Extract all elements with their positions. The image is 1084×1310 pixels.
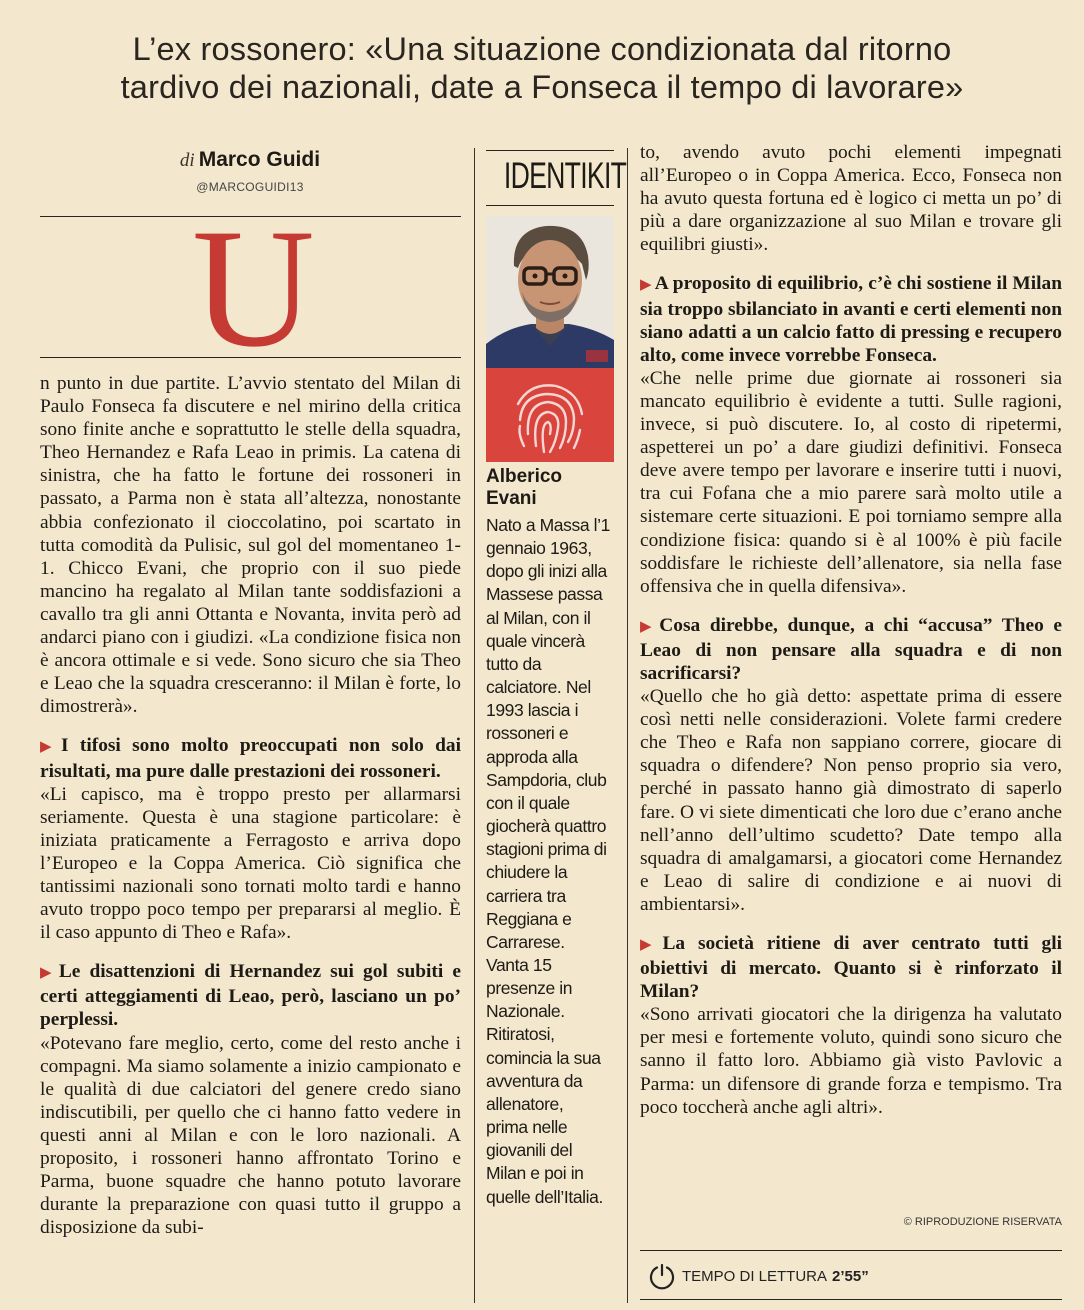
column-rule-right [627,148,628,1303]
bio-line: prima nelle [486,1117,568,1138]
bio-line: carriera tra [486,885,566,906]
drop-cap: U [192,194,315,382]
bio-line: dopo gli inizi alla [486,561,607,582]
triangle-icon: ▶ [40,965,56,982]
triangle-icon: ▶ [640,277,652,294]
bio-line: presenze in [486,978,573,999]
bio-line: avventura da [486,1070,583,1091]
copyright-notice: © RIPRODUZIONE RISERVATA [903,1216,1062,1228]
bio-line: Reggiana e [486,908,572,929]
bio-line: con il quale [486,792,570,813]
bio-line: gennaio 1963, [486,538,592,559]
reading-time-value: 2’55” [832,1267,869,1285]
bio-line: al Milan, con il [486,607,591,628]
question-1: ▶ I tifosi sono molto preoccupati non solo dai risultati, ma pure dalle prestazioni dei rossoneri. [40,735,461,782]
bio-line: Carrarese. [486,931,565,952]
continuation-paragraph: to, avendo avuto pochi elementi impegnati all’Europeo o in Coppa America. Ecco, Fonseca non ha avuto questa fortuna ed è logico ci metta un po’ di più a dare organizzazione al suo Milan e trovare gli equilibri giusti». [640,142,1062,256]
bio-line: quale vincerà [486,630,585,651]
question-5: ▶ La società ritiene di aver centrato tutti gli obiettivi di mercato. Quanto si è rinforzato il Milan? [640,933,1062,1003]
question-2: ▶ Le disattenzioni di Hernandez sui gol subiti e certi atteggiamenti di Leao, però, lasciano un po’ perplessi. [40,961,461,1031]
reading-time [648,1262,869,1290]
headline-line-2: tardivo dei nazionali, date a Fonseca il tempo di lavorare» [120,69,964,105]
fingerprint-icon [486,368,614,462]
headline-line-1: L’ex rossonero: «Una situazione condizionata dal ritorno [132,31,952,67]
clock-icon [648,1262,676,1290]
bio-line: tutto da [486,653,542,674]
byline [40,148,460,172]
bio-line: comincia la sua [486,1047,601,1068]
byline-prefix: di [179,150,195,171]
bio-line: rossoneri e [486,723,569,744]
bio-line: Milan e poi in [486,1163,584,1184]
bio-line: giocherà quattro [486,816,607,837]
player-name: Alberico Evani [486,466,563,509]
bio-line: quelle dell’Italia. [486,1186,603,1207]
bio-line: 1993 lascia i [486,700,579,721]
bio-line: giovanili del [486,1140,573,1161]
footer-rule-top [640,1250,1062,1251]
bio-line: stagioni prima di [486,839,607,860]
question-3: ▶ A proposito di equilibrio, c’è chi sostiene il Milan sia troppo sbilanciato in avanti e certi elementi non siano adatti a un calcio fatto di pressing e recupero alto, come invece vorrebbe Fonseca. [640,273,1062,366]
answer-4: «Quello che ho già detto: aspettate prima di essere così netti nelle considerazioni. Volete farmi credere che Theo e Rafa non sappiano correre, giocare di squadra o difendere? Non penso proprio sia vero, perché in passato hanno già dimostrato di saperlo fare. O vi siete dimenticati che loro due c’erano anche nell’anno dell’ultimo scudetto? Date tempo alla squadra di amalgamarsi, a giocatori come Hernandez e Leao di salire di condizione e ai nuovi di ambientarsi». [640,686,1062,915]
column-rule-left [474,148,475,1303]
dropcap-rule [40,357,461,358]
player-bio [486,514,618,1209]
question-4: ▶ Cosa direbbe, dunque, a chi “accusa” Theo e Leao di non pensare alla squadra e di non sacrificarsi? [640,614,1062,684]
left-column [40,372,461,1239]
author-handle: @MARCOGUIDI13 [196,180,304,194]
bio-line: Nato a Massa l’1 [486,515,610,535]
player-portrait-image [486,216,614,368]
player-photo [486,216,614,368]
footer-rule-bottom [640,1299,1062,1300]
triangle-icon: ▶ [640,937,660,953]
reading-time-label: TEMPO DI LETTURA [682,1267,828,1285]
bio-line: Sampdoria, club [486,769,607,790]
right-column [640,141,1062,1119]
bio-line: Vanta 15 [486,954,552,975]
identikit-bottom-rule [486,205,614,206]
headline [20,30,1064,106]
bio-line: calciatore. Nel [486,677,591,698]
bio-line: Massese passa [486,584,603,605]
identikit-title: IDENTIKIT [503,155,627,196]
triangle-icon: ▶ [40,739,59,756]
answer-5: «Sono arrivati giocatori che la dirigenza ha valutato per mesi e fortemente voluto, quindi sono sicuro che sanno il fatto loro. Abbiamo già visto Pavlovic a Parma: un difensore di grande forza e tempismo. Tra poco toccherà anche agli altri». [640,1004,1062,1118]
answer-2: «Potevano fare meglio, certo, come del resto anche i compagni. Ma siamo solamente a inizio campionato e le qualità di due calciatori del genere credo siano indiscutibili, per quello che ci hanno fatto vedere in questi anni al Milan e con le loro nazionali. A proposito, i rossoneri hanno affrontato Torino e Parma, buone squadre che hanno potuto lavorare durante la preparazione con quasi tutto il gruppo a disposizione da subi- [40,1032,461,1239]
bio-line: approda alla [486,746,578,767]
intro-paragraph: n punto in due partite. L’avvio stentato del Milan di Paulo Fonseca fa discutere e nel mirino della critica sono finite anche e soprattutto le stelle della squadra, Theo Hernandez e Rafa Leao in primis. La catena di sinistra, che ha fatto le fortune dei rossoneri in passato, a Parma non è stata all’altezza, nonostante abbia confezionato il cioccolatino, poi scartato in tutta comodità da Pulisic, sul gol del momentaneo 1-1. Chicco Evani, che proprio con il suo piede mancino ha regalato al Milan tante soddisfazioni a cavallo tra gli anni Ottanta e Novanta, invita però ad andarci piano con i giudizi. «La condizione fisica non è ancora ottimale e si vede. Sono sicuro che sia Theo e Leao che la squadra cresceranno: il Milan è forte, lo dimostrerà». [40,373,461,718]
author-name: Marco Guidi [198,148,321,171]
triangle-icon: ▶ [640,618,657,635]
bio-line: chiudere la [486,862,568,883]
answer-1: «Li capisco, ma è troppo presto per allarmarsi seriamente. Questa è una stagione particolare: è iniziata praticamente a Ferragosto e arriva dopo l’Europeo e la Coppa America. Ciò significa che tantissimi nazionali sono tornati molto tardi e hanno avuto troppo poco tempo per prepararsi al meglio. È il caso appunto di Theo e Rafa». [40,783,461,944]
bio-line: allenatore, [486,1093,564,1114]
answer-3: «Che nelle prime due giornate ai rossoneri sia mancato equilibrio è evidente a tutti. Sulle ragioni, invece, si può discutere. Io, al costo di ripetermi, aspetterei un po’ a dare giudizi definitivi. Fonseca deve avere tempo per lavorare e inserire tutti i nuovi, tra cui Fofana che a mio parere sarà molto utile a sistemare certe situazioni. E poi torniamo sempre alla condizione fisica: quando si è al 100% è più facile soddisfare le richieste dell’allenatore, sia nella fase offensiva che in quella difensiva». [640,367,1062,597]
bio-line: Ritiratosi, [486,1024,555,1045]
fingerprint-box [486,368,614,462]
bio-line: Nazionale. [486,1001,565,1022]
